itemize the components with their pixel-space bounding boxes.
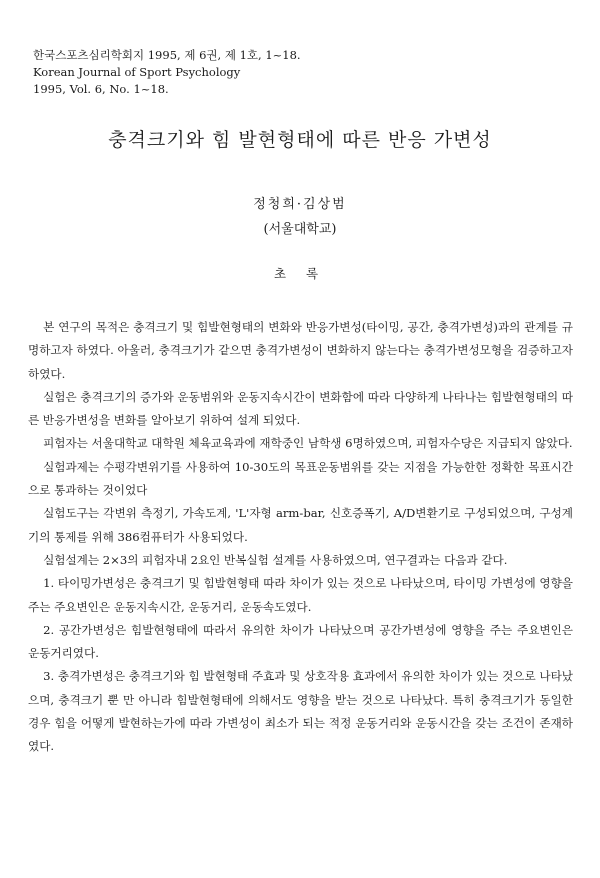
journal-name-english: Korean Journal of Sport Psychology [33,65,241,79]
abstract-heading: 초 록 [273,266,327,281]
paper-title: 충격크기와 힘 발현형태에 따른 반응 가변성 [108,129,492,151]
abstract-paragraph: 실험과제는 수평각변위기를 사용하여 10-30도의 목표운동범위를 갖는 지점을 가능한한 정확한 목표시간으로 통과하는 것이었다 [28,459,573,498]
abstract-paragraph: 피험자는 서울대학교 대학원 체육교육과에 재학중인 남학생 6명하였으며, 피험자수당은 지급되지 않았다. [43,436,573,451]
authors: 정청희·김상범 [253,197,347,212]
abstract-paragraph: 본 연구의 목적은 충격크기 및 힘발현형태의 변화와 반응가변성(타이밍, 공간, 충격가변성)과의 관계를 규명하고자 하였다. 아울러, 충격크기가 같으면 충격가변성이 변화하지 않는다는 충격가변성모형을 검증하고자 하였다. [28,320,573,381]
abstract-paragraph: 실험도구는 각변위 측정기, 가속도계, 'L'자형 arm-bar, 신호증폭기, A/D변환기로 구성되었으며, 구성계기의 통제를 위해 386컴퓨터가 사용되었다. [28,506,573,544]
abstract-body [28,316,573,759]
abstract-paragraph: 실험설계는 2×3의 피험자내 2요인 반복실험 설계를 사용하였으며, 연구결과는 다음과 같다. [43,552,508,567]
result-item-3: 3. 충격가변성은 충격크기와 힘 발현형태 주효과 및 상호작용 효과에서 유의한 차이가 있는 것으로 나타났으며, 충격크기 뿐 만 아니라 힘발현형태에 의해서도 영향을 받는 것으로 나타났다. 특히 충격크기가 동일한 경우 힘을 어떻게 발현하는가에 따라 가변성이 최소가 되는 적정 운동거리와 운동시간을 갖는 조건이 존재하였다. [28,669,573,754]
result-item-2: 2. 공간가변성은 힘발현형태에 따라서 유의한 차이가 나타났으며 공간가변성에 영향을 주는 주요변인은 운동거리였다. [28,622,573,661]
journal-header [33,47,301,98]
affiliation: (서울대학교) [263,222,337,237]
result-item-1: 1. 타이밍가변성은 충격크기 및 힘발현형태 따라 차이가 있는 것으로 나타났으며, 타이밍 가변성에 영향을 주는 주요변인은 운동지속시간, 운동거리, 운동속도였다. [28,576,573,614]
journal-volume-info: 1995, Vol. 6, No. 1~18. [33,82,169,96]
abstract-paragraph: 실험은 충격크기의 증가와 운동범위와 운동지속시간이 변화함에 따라 다양하게 나타나는 힘발현형태의 따른 반응가변성을 변화를 알아보기 위하여 설계 되었다. [28,389,573,428]
journal-citation-korean: 한국스포츠심리학회지 1995, 제 6권, 제 1호, 1~18. [33,48,301,62]
